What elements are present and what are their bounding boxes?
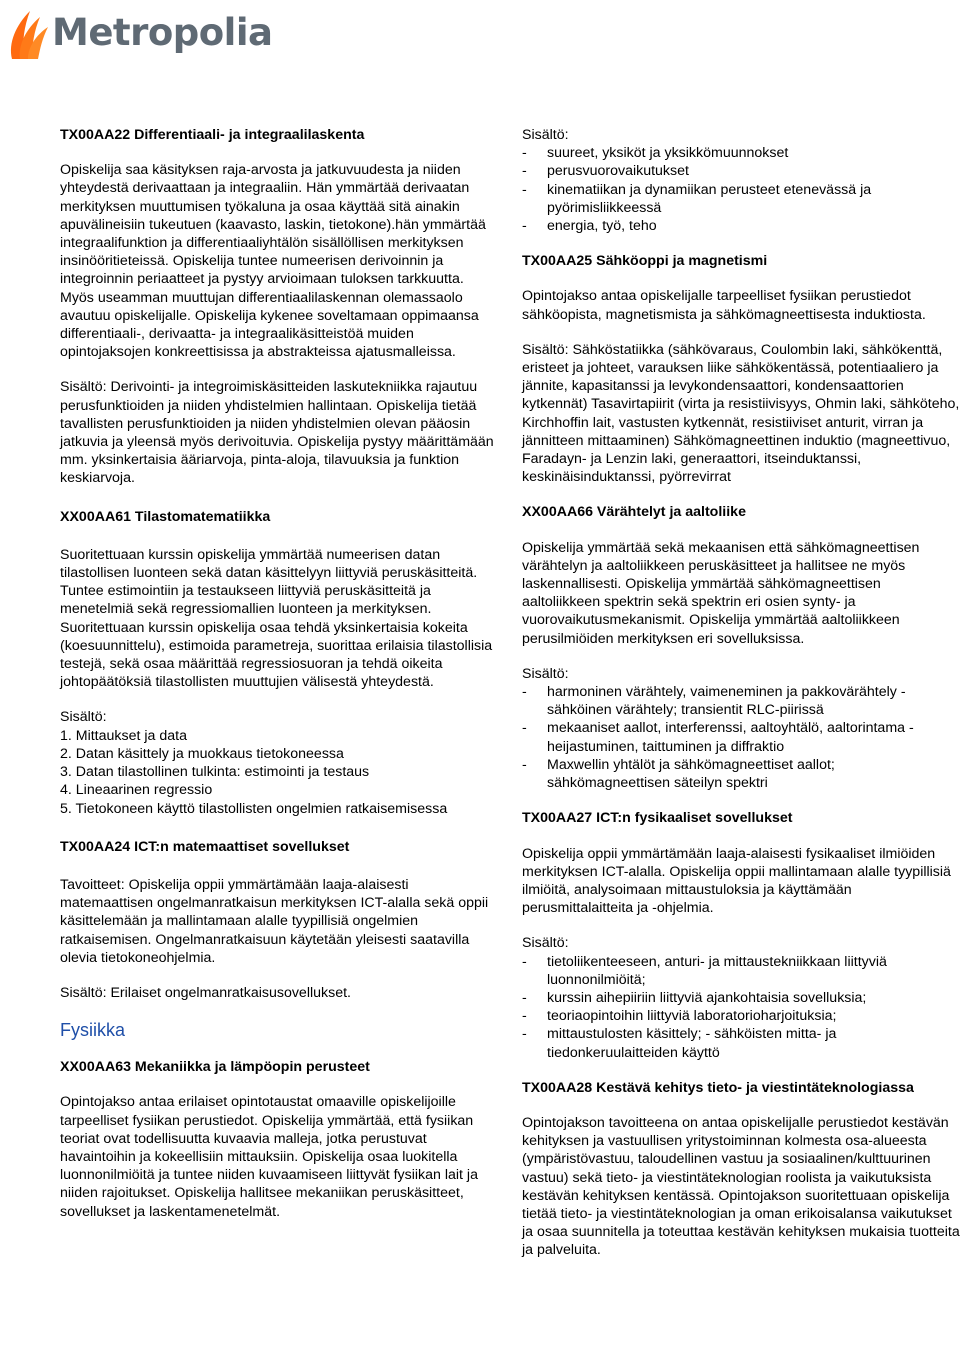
list-item: - mekaaniset aallot, interferenssi, aaltoyhtälö, aaltorintama - heijastuminen, taittuminen ja diffraktio [522,719,960,755]
list-item: - teoriaopintoihin liittyviä laboratorioharjoituksia; [522,1007,960,1025]
course-content: Sisältö: Derivointi- ja integroimiskäsitteiden laskutekniikka rajautuu perusfunktioiden ja niiden yhdistelmien hallintaan. Opiskelija tietää tavallisten perusfunktioiden ja niiden yhdistelmien olevan pääosin jatkuvia ja yleensä myös derivoituvia. Opiskelija pystyy määrittämään mm. yksinkertaisia ääriarvoja, pinta-aloja, tilavuuksia ja funktion keskiarvoja. [60,379,494,487]
list-item: 3. Datan tilastollinen tulkinta: estimointi ja testaus [60,764,370,781]
course-content: Sisältö: Sähköstatiikka (sähkövaraus, Coulombin laki, sähkökenttä, eristeet ja johteet, varauksen liike sähkökentässä, potentiaaliero ja jännite, kapasitanssi ja levykondensaattori, kondensaattorien kytkennät) Tasavirtapiirit (virta ja resistiivisyys, Ohmin laki, sähköteho, Kirchhoffin lait, vastusten kytkennät, resistiiviset anturit, virran ja jännitteen mittaaminen) Sähkömagneettinen induktio (magneettivuo, Faradayn- ja Lenzin laki, generaattori, itseinduktanssi, keskinäisinduktanssi, pyörrevirrat [522,341,960,486]
course-description: Opiskelija oppii ymmärtämään laaja-alaisesti fysikaaliset ilmiöiden merkityksen ICT-alalla. Opiskelija oppii mallintamaan alalle tyypillisiä ilmiöitä, analysoimaan mittaustuloksia ja käyttämään perusmittalaitteita ja -ohjelmia. [522,845,951,917]
course-title: XX00AA61 Tilastomatematiikka [60,508,271,525]
right-column [522,126,960,1260]
list-item: 1. Mittaukset ja data [60,727,187,744]
course-description: Opintojakso antaa opiskelijalle tarpeelliset fysiikan perustiedot sähköopista, magnetismista ja sähkömagneettisesta induktiosta. [522,288,926,323]
list-item: 2. Datan käsittely ja muokkaus tietokoneessa [60,745,344,762]
content-list [522,683,960,792]
course-description: Opintojakson tavoitteena on antaa opiskelijalle perustiedot kestävän kehityksen ja vastuullisen yritystoiminnan kolmesta osa-alueesta (ympäristövastuu, taloudellinen vastuu ja sosiaalinen/kulttuurinen vastuu) sekä tieto- ja viestintäteknologian roolista ja vaikutuksista kestävän kehityksen kentässä. Opintojakson suoritettuaan opiskelija tietää tieto- ja viestintäteknologian ja oman erikoisalansa vaikutukset ja osaa suunnitella ja toteuttaa kestävän kehityksen mukaisia tuotteita ja palveluita. [522,1114,960,1259]
course-title: TX00AA27 ICT:n fysikaaliset sovellukset [522,810,793,827]
section-heading: Fysiikka [60,1020,126,1041]
list-item: - suureet, yksiköt ja yksikkömuunnokset [522,144,960,162]
list-item: - harmoninen värähtely, vaimeneminen ja pakkovärähtely - sähköinen värähtely; transientit RLC-piirissä [522,683,960,719]
metropolia-logo [6,2,273,62]
list-item: - tietoliikenteeseen, anturi- ja mittaustekniikkaan liittyviä luonnonilmiöitä; [522,953,960,989]
list-item: 4. Lineaarinen regressio [60,782,213,799]
list-item: - kinematiikan ja dynamiikan perusteet etenevässä ja pyörimisliikkeessä [522,181,960,217]
course-description: Opiskelija saa käsityksen raja-arvosta ja jatkuvuudesta ja niiden yhteydestä derivaattaan ja integraaliin. Hän ymmärtää derivaatan merkityksen muuttumisen työkaluna ja osaa käyttää sitä ainakin apuvälineisiin tukeutuen (kaavasto, laskin, tietokone).hän ymmärtää integraalifunktion ja differentiaaliyhtälön sisällöllisen merkityksen insinööritieteissä. Opiskelija tuntee numeerisen derivoinnin ja integroinnin periaatteet ja pystyy arvioimaan tuloksen tarkkuutta. Myös useamman muuttujan differentiaalilaskennan olemassaolo avautuu opiskelijalle. Opiskelija kykenee soveltamaan oppimaansa differentiaali-, derivaatta- ja integraalikäsitteistöä muiden opintojaksojen konkreettisissa ja abstrakteissa ajatusmalleissa. [60,162,486,361]
course-description: Opiskelija ymmärtää sekä mekaanisen että sähkömagneettisen värähtelyn ja aaltoliikkeen peruskäsitteet ja hallitsee ne myös laskennallisesti. Opiskelija ymmärtää sähkömagneettisen aaltoliikkeen spektrin sekä spektrin eri osien synty- ja vuorovaikutusmekanismit. Opiskelija ymmärtää aaltoliikkeen perusilmiöiden merkityksen eri sovelluksissa. [522,539,920,647]
content-list [60,727,500,818]
content-list [522,953,960,1062]
left-column [60,126,500,1221]
list-item: - kurssin aihepiiriin liittyviä ajankohtaisia sovelluksia; [522,989,960,1007]
course-description: Opintojakso antaa erilaiset opintotaustat omaaville opiskelijoille tarpeelliset fysiikan perustiedot. Opiskelija ymmärtää, että fysiikan teoriat ovat todellisuutta kuvaavia malleja, jotka perustuvat havaintoihin ja kokeellisiin mittauksiin. Opiskelija osaa luokitella luonnonilmiöitä ja tuntee niiden kuvaamiseen liittyvät fysiikan lait ja niiden rajoitukset. Opiskelija hallitsee mekaniikan peruskäsitteet, sovellukset ja laskentamenetelmät. [60,1094,478,1220]
content-label: Sisältö: [60,709,107,726]
content-label: Sisältö: [522,127,569,143]
course-title: TX00AA25 Sähköoppi ja magnetismi [522,253,768,270]
list-item: - energia, työ, teho [522,217,960,235]
course-title: TX00AA28 Kestävä kehitys tieto- ja viestintäteknologiassa [522,1079,914,1096]
list-item: 5. Tietokoneen käyttö tilastollisten ongelmien ratkaisemisessa [60,800,448,817]
list-item: - mittaustulosten käsittely; - sähköisten mitta- ja tiedonkeruulaitteiden käyttö [522,1025,960,1061]
content-label: Sisältö: [522,935,569,952]
list-item: - Maxwellin yhtälöt ja sähkömagneettiset aallot; sähkömagneettisen säteilyn spektri [522,756,960,792]
content-label: Sisältö: [522,665,569,682]
logo-wordmark: Metropolia [52,10,273,54]
course-title: XX00AA63 Mekaniikka ja lämpöopin perusteet [60,1059,370,1076]
course-title: TX00AA22 Differentiaali- ja integraalilaskenta [60,127,365,143]
course-description: Tavoitteet: Opiskelija oppii ymmärtämään laaja-alaisesti matemaattisen ongelmanratkaisun merkityksen ICT-alalla sekä oppii käsittelemään ja mallintamaan alalle tyypillisiä ongelmien ratkaisemisen. Ongelmanratkaisuun käytetään yleisesti saatavilla olevia tietokoneohjelmia. [60,876,489,966]
course-title: TX00AA24 ICT:n matemaattiset sovellukset [60,838,350,855]
course-description: Suoritettuaan kurssin opiskelija ymmärtää numeerisen datan tilastollisen luonteen sekä datan käsittelyyn liittyviä peruskäsitteitä. Tuntee estimointiin ja testaukseen liittyviä peruskäsitteitä ja menetelmiä sekä regressiomallien luonteen ja merkityksen. Suoritettuaan kurssin opiskelija osaa tehdä yksinkertaisia kokeita (koesuunnittelu), estimoida parametreja, suorittaa erilaisia tilastollisia testejä, sekä osaa määrittää regressiosuoran ja tehdä oikeita johtopäätöksiä tilastollisten muuttujien välisestä yhteydestä. [60,546,493,691]
logo-flame-icon [6,3,50,61]
course-content: Sisältö: Erilaiset ongelmanratkaisusovellukset. [60,984,351,1001]
content-list [522,144,960,235]
list-item: - perusvuorovaikutukset [522,162,960,180]
course-title: XX00AA66 Värähtelyt ja aaltoliike [522,504,746,521]
